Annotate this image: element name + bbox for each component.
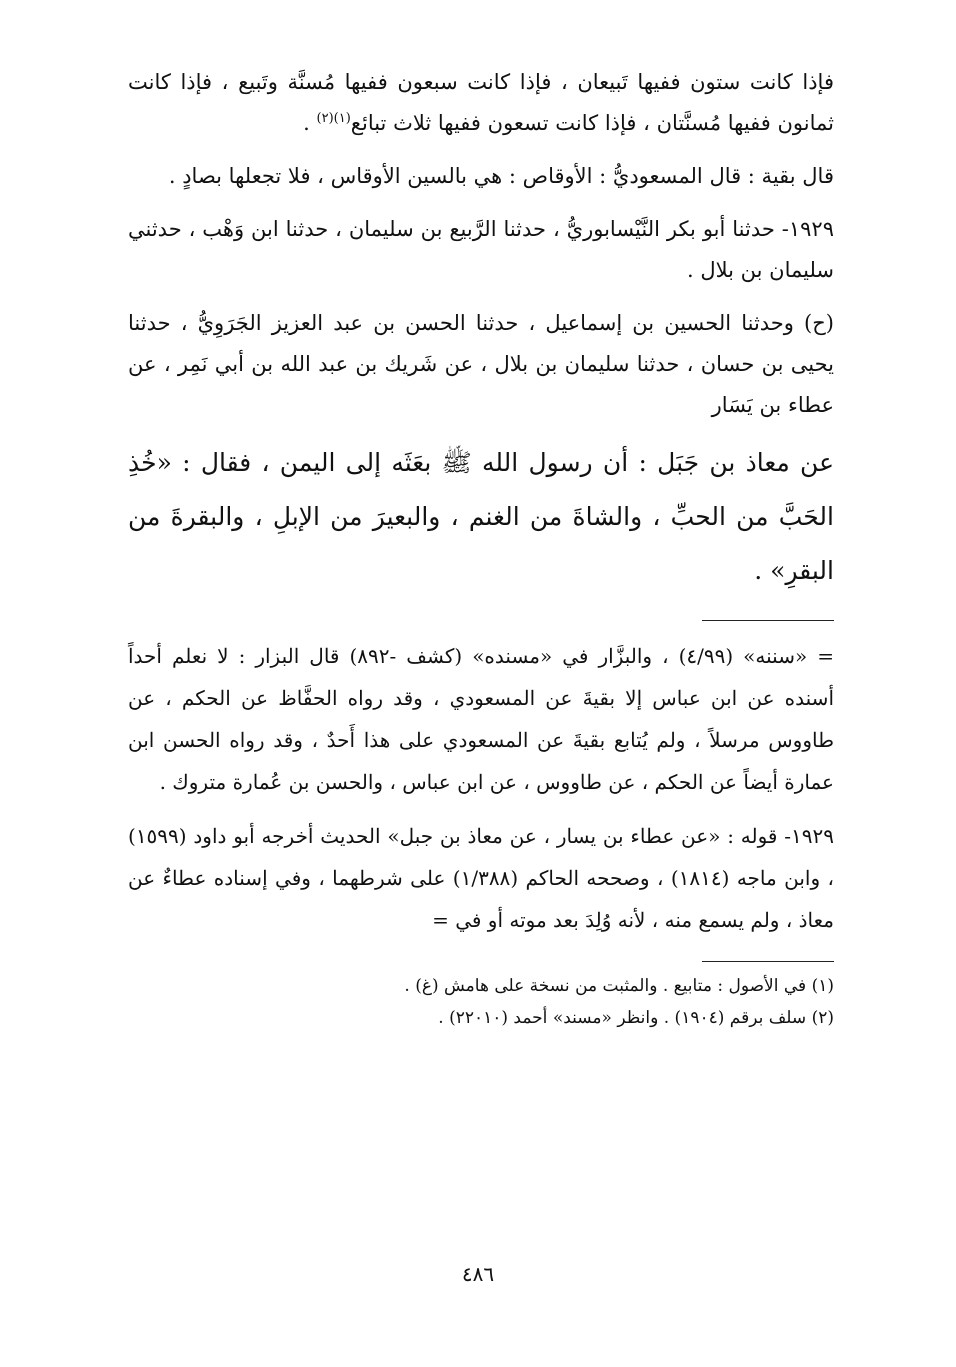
footnote-1: (١) في الأصول : متابيع . والمثبت من نسخة على هامش (غ) . [404, 976, 834, 996]
page-body [128, 62, 834, 1034]
paragraph-4: (ح) وحدثنا الحسين بن إسماعيل ، حدثنا الحسن بن عبد العزيز الجَرَوِيُّ ، حدثنا يحيى بن حسان ، حدثنا سليمان بن بلال ، عن شَريك بن عبد الله بن أبي نَمِر ، عن عطاء بن يَسَار [128, 311, 834, 417]
paragraph-1-tail: . [303, 111, 317, 135]
paragraph-1 [128, 62, 834, 144]
notes-divider [702, 620, 834, 621]
footnotes-divider [702, 961, 834, 962]
note-2: ١٩٢٩- قوله : «عن عطاء بن يسار ، عن معاذ بن جبل» الحديث أخرجه أبو داود (١٥٩٩) ، وابن ماجه (١٨١٤) ، وصححه الحاكم (١/٣٨٨) على شرطهما ، وفي إسناده عطاءٌ عن معاذ ، ولم يسمع منه ، لأنه وُلِدَ بعد موته أو في = [128, 824, 834, 932]
footnote-ref-marks: (١)(٢) [316, 111, 351, 126]
paragraph-2: قال بقية : قال المسعوديُّ : الأوقاص : هي بالسين الأوقاس ، فلا تجعلها بصادٍ . [168, 164, 834, 188]
paragraph-3: ١٩٢٩- حدثنا أبو بكر النَّيْسابوريُّ ، حدثنا الرَّبيع بن سليمان ، حدثنا ابن وَهْب ، حدثني سليمان بن بلال . [128, 217, 834, 282]
hadith-text: عن معاذ بن جَبَل : أن رسول الله ﷺ بعَثَه إلى اليمن ، فقال : «خُذِ الحَبَّ من الحبِّ ، والشاةَ من الغنم ، والبعيرَ من الإبلِ ، والبقرةَ من البقرِ» . [128, 448, 834, 585]
footnote-2: (٢) سلف برقم (١٩٠٤) . وانظر «مسند» أحمد (٢٢٠١٠) . [438, 1008, 834, 1028]
page-number: ٤٨٦ [461, 1262, 495, 1286]
note-1: = «سننه» (٤/٩٩) ، والبزَّار في «مسنده» (كشف -٨٩٢) قال البزار : لا نعلم أحداً أسنده عن ابن عباس إلا بقيةَ عن المسعودي ، وقد رواه الحفَّاظ عن الحكم ، عن طاووس مرسلاً ، ولم يُتابع بقيةَ عن المسعودي على هذا أَحدٌ ، وقد رواه الحسن ابن عمارة أيضاً عن الحكم ، عن طاووس ، عن ابن عباس ، والحسن بن عُمارة متروك . [128, 644, 834, 794]
paragraph-1-text: فإذا كانت ستون ففيها تَبيعان ، فإذا كانت سبعون ففيها مُسنَّة وتَبيع ، فإذا كانت ثمانون ففيها مُسنَّتان ، فإذا كانت تسعون ففيها ثلاث تبائع [128, 70, 834, 135]
